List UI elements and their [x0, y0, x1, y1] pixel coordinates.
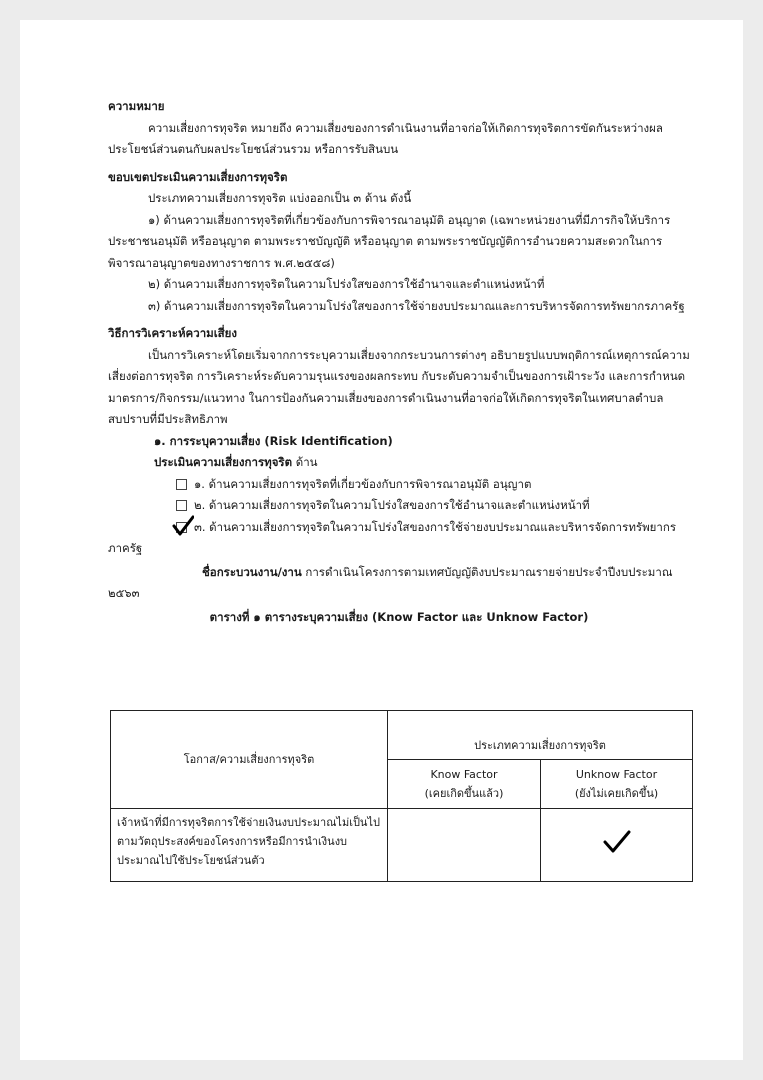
assess-line — [108, 452, 690, 474]
option-label-3: ๓. ด้านความเสี่ยงการทุจริตในความโปร่งใสของการใช้จ่ายงบประมาณและบริหารจัดการทรัพยากรภาครัฐ — [108, 519, 676, 555]
risk-description: เจ้าหน้าที่มีการทุจริตการใช้จ่ายเงินงบประมาณไม่เป็นไปตามวัตถุประสงค์ของโครงการหรือมีการนำเงินงบประมาณไปใช้ประโยชน์ส่วนตัว — [111, 809, 388, 882]
process-label: ชื่อกระบวนงาน/งาน — [202, 564, 302, 579]
option-label-1: ๑. ด้านความเสี่ยงการทุจริตที่เกี่ยวข้องกับการพิจารณาอนุมัติ อนุญาต — [194, 476, 532, 491]
checkmark-icon — [602, 829, 632, 855]
know-factor-cell — [388, 809, 541, 882]
header-opportunity: โอกาส/ความเสี่ยงการทุจริต — [111, 711, 388, 809]
header-risk-type: ประเภทความเสี่ยงการทุจริต — [388, 711, 693, 760]
scope-item-1: ๑) ด้านความเสี่ยงการทุจริตที่เกี่ยวข้องกับการพิจารณาอนุมัติ อนุญาต (เฉพาะหน่วยงานที่มีภารกิจให้บริการประชาชนอนุมัติ หรืออนุญาต ตามพระราชบัญญัติ หรืออนุญาต ตามพระราชบัญญัติการอำนวยความสะดวกในการพิจารณาอนุญาตของทางราชการ พ.ศ.๒๕๕๘) — [108, 212, 671, 270]
unknow-factor-cell — [541, 809, 693, 882]
method-text: เป็นการวิเคราะห์โดยเริ่มจากการระบุความเสี่ยงจากกระบวนการต่างๆ อธิบายรูปแบบพฤติการณ์เหตุการณ์ความเสี่ยงต่อการทุจริต การวิเคราะห์ระดับความรุนแรงของผลกระทบ กับระดับความจำเป็นของการเฝ้าระวัง และการกำหนดมาตรการ/กิจกรรม/แนวทาง ในการป้องกันความเสี่ยงของการดำเนินงานที่อาจก่อให้เกิดการทุจริตในเทศบาลตำบลสบปราบที่มีประสิทธิภาพ — [108, 347, 690, 426]
header-know-factor — [388, 760, 541, 809]
meaning-heading: ความหมาย — [108, 99, 165, 113]
table-header-row — [111, 711, 693, 760]
scope-item-3: ๓) ด้านความเสี่ยงการทุจริตในความโปร่งใสของการใช้จ่ายงบประมาณและการบริหารจัดการทรัพยากรภาครัฐ — [148, 298, 685, 313]
option-row-3 — [108, 517, 690, 560]
table-row — [111, 809, 693, 882]
method-heading: วิธีการวิเคราะห์ความเสี่ยง — [108, 326, 238, 340]
risk-table — [110, 710, 693, 882]
unknow-factor-label: Unknow Factor — [575, 768, 658, 781]
header-unknow-factor — [541, 760, 693, 809]
meaning-text: ความเสี่ยงการทุจริต หมายถึง ความเสี่ยงของการดำเนินงานที่อาจก่อให้เกิดการทุจริตการขัดกันระหว่างผลประโยชน์ส่วนตนกับผลประโยชน์ส่วนรวม หรือการรับสินบน — [108, 120, 663, 156]
checkbox-option-1[interactable] — [176, 479, 187, 490]
know-factor-label: Know Factor — [430, 768, 498, 781]
assess-suffix: ด้าน — [292, 455, 318, 469]
option-label-2: ๒. ด้านความเสี่ยงการทุจริตในความโปร่งใสของการใช้อำนาจและตำแหน่งหน้าที่ — [194, 498, 590, 512]
table-caption: ตารางที่ ๑ ตารางระบุความเสี่ยง (Know Factor และ Unknow Factor) — [209, 609, 589, 624]
process-line — [108, 562, 690, 605]
scope-intro: ประเภทความเสี่ยงการทุจริต แบ่งออกเป็น ๓ ด้าน ดังนี้ — [148, 191, 412, 205]
option-row-2 — [108, 495, 690, 517]
risk-identification-step: ๑. การระบุความเสี่ยง (Risk Identification) — [154, 433, 393, 448]
unknow-factor-sub: (ยังไม่เคยเกิดขึ้น) — [574, 787, 659, 800]
scope-item-2: ๒) ด้านความเสี่ยงการทุจริตในความโปร่งใสของการใช้อำนาจและตำแหน่งหน้าที่ — [148, 277, 545, 291]
process-text: การดำเนินโครงการตามเทศบัญญัติงบประมาณรายจ่ายประจำปีงบประมาณ ๒๕๖๓ — [108, 564, 673, 600]
scope-heading: ขอบเขตประเมินความเสี่ยงการทุจริต — [108, 169, 288, 184]
assess-label: ประเมินความเสี่ยงการทุจริต — [154, 455, 293, 469]
document-page — [20, 20, 743, 1060]
know-factor-sub: (เคยเกิดขึ้นแล้ว) — [424, 787, 504, 800]
checkbox-option-2[interactable] — [176, 500, 187, 511]
option-row-1 — [108, 474, 690, 496]
checkmark-icon — [172, 515, 194, 537]
document-body — [108, 96, 690, 628]
